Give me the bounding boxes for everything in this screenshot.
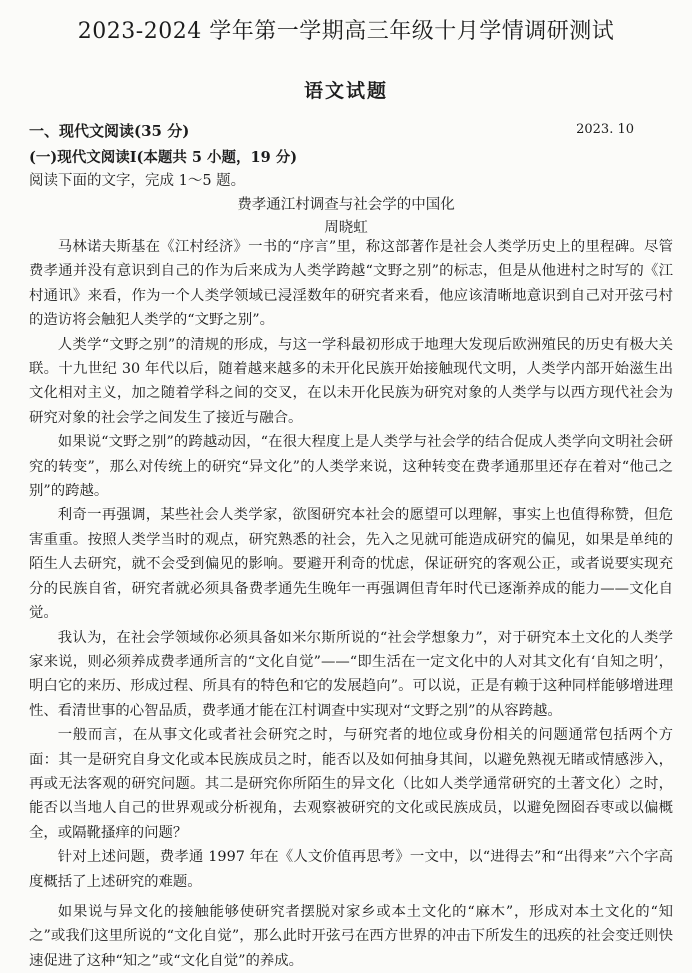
- exam-title: 2023-2024 学年第一学期高三年级十月学情调研测试: [77, 19, 615, 44]
- subject-title: 语文试题: [303, 80, 388, 102]
- paragraph: 马林诺夫斯基在《江村经济》一书的“序言”里，称这部著作是社会人类学历史上的里程碑。尽管费孝通并没有意识到自己的作为后来成为人类学跨越“文野之别”的标志，但是从他进村之时写的《江村通讯》来看，作为一个人类学领域已浸淫数年的研究者来看，他应该清晰地意识到自己对开弦弓村的造访将会触犯人类学的“文野之别”。: [29, 239, 673, 329]
- paragraph: 一般而言，在从事文化或者社会研究之时，与研究者的地位或身份相关的问题通常包括两个方面：其一是研究自身文化或本民族成员之时，能否以及如何抽身其间，以避免熟视无睹或情感涉入，再或无法客观的研究问题。其二是研究你所陌生的异文化（比如人类学通常研究的土著文化）之时，能否以当地人自己的世界观或分析视角，去观察被研究的文化或民族成员，以避免囫囵吞枣或以偏概全，或隔靴搔痒的问题？: [29, 727, 673, 841]
- section-header-row: [29, 120, 634, 144]
- paragraph: 我认为，在社会学领域你必须具备如米尔斯所说的“社会学想象力”，对于研究本土文化的人类学家来说，则必须养成费孝通所言的“文化自觉”——“即生活在一定文化中的人对其文化有‘自知之明’，明白它的来历、形成过程、所具有的特色和它的发展趋向”。可以说，正是有赖于这种同样能够增进理性、看清世事的心智品质，费孝通才能在江村调查中实现对“文野之别”的从容跨越。: [29, 629, 673, 719]
- reading-instruction: 阅读下面的文字，完成 1～5 题。: [29, 173, 246, 189]
- paragraph: 针对上述问题，费孝通 1997 年在《人文价值再思考》一文中，以“进得去”和“出得来”六个字高度概括了上述研究的难题。: [29, 849, 673, 890]
- article-body: [29, 235, 673, 973]
- paragraph: 利奇一再强调，某些社会人类学家，欲图研究本社会的愿望可以理解，事实上也值得称赞，但危害重重。按照人类学当时的观点，研究熟悉的社会，先入之见就可能造成研究的偏见，如果是单纯的陌生人去研究，就不会受到偏见的影响。要避开利奇的忧虑，保证研究的客观公正，或者说要实现充分的民族自省，研究者就必须具备费孝通先生晚年一再强调但青年时代已逐渐养成的能力——文化自觉。: [29, 507, 673, 622]
- exam-date: 2023. 10: [576, 122, 634, 137]
- paragraph: 人类学“文野之别”的清规的形成，与这一学科最初形成于地理大发现后欧洲殖民的历史有极大关联。十九世纪 30 年代以后，随着越来越多的未开化民族开始接触现代文明，人类学内部开始滋生出文化相对主义，加之随着学科之间的交叉，在以未开化民族为研究对象的人类学与以西方现代社会为研究对象的社会学之间发生了接近与融合。: [29, 336, 673, 426]
- subsection-heading: (一)现代文阅读Ⅰ(本题共 5 小题，19 分): [29, 149, 298, 166]
- paragraph: 如果说与异文化的接触能够使研究者摆脱对家乡或本土文化的“麻木”，形成对本土文化的“知之”或我们这里所说的“文化自觉”，那么此时开弦弓在西方世界的冲击下所发生的迅疾的社会变迁则快速促进了这种“知之”或“文化自觉”的养成。: [29, 903, 673, 969]
- paragraph: 如果说“文野之别”的跨越动因，“在很大程度上是人类学与社会学的结合促成人类学向文明社会研究的转变”，那么对传统上的研究“异文化”的人类学来说，这种转变在费孝通那里还存在着对“他己之别”的跨越。: [29, 434, 673, 500]
- article-author: 周晓虹: [324, 220, 368, 236]
- section-heading: 一、现代文阅读(35 分): [29, 122, 190, 140]
- article-title: 费孝通江村调查与社会学的中国化: [237, 197, 455, 213]
